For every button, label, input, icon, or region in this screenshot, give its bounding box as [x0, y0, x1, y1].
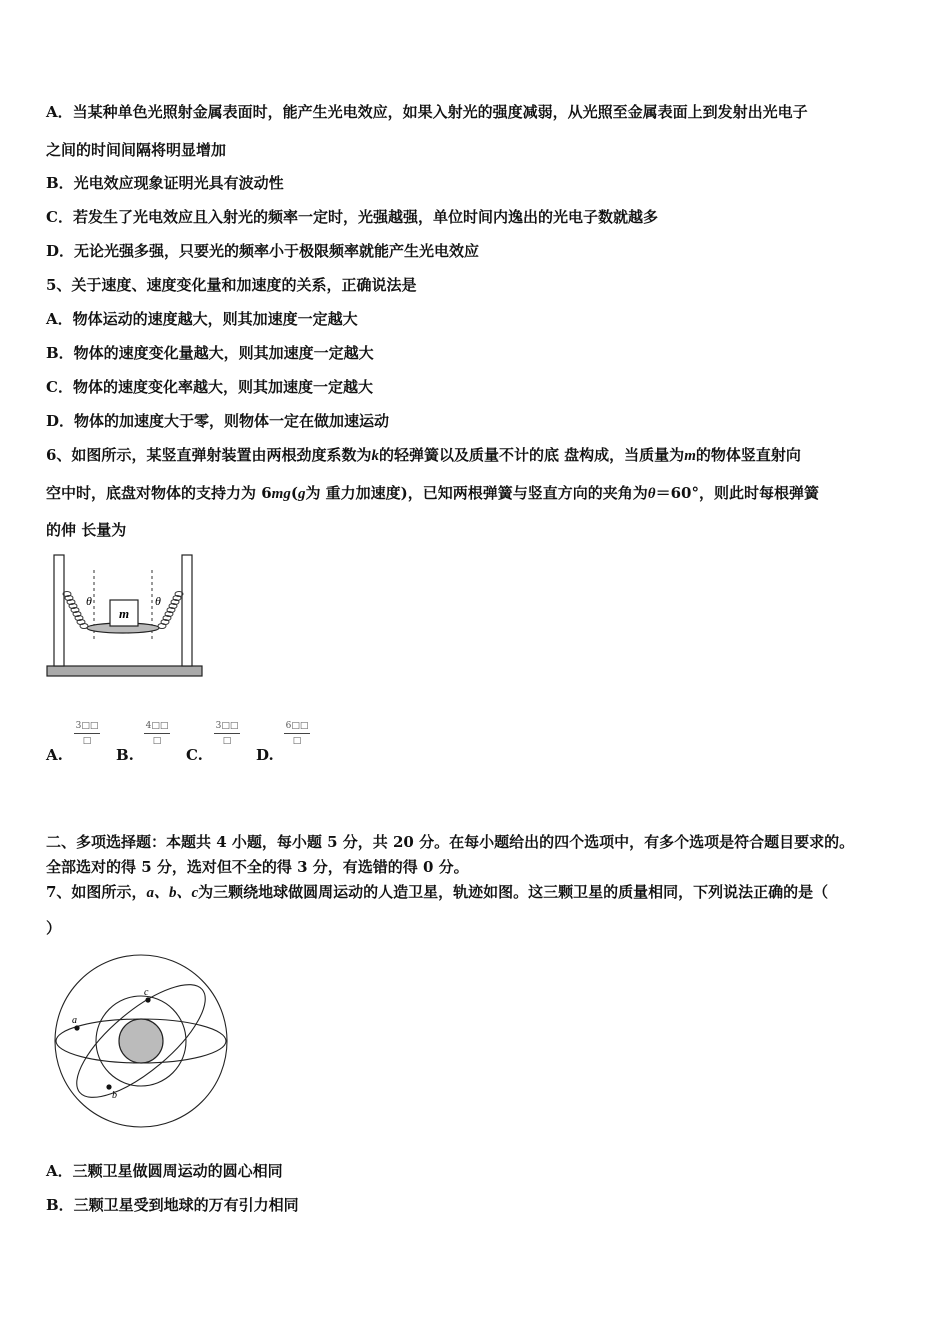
fraction: 6□□ □ — [285, 721, 309, 746]
var-k: k — [371, 448, 379, 464]
q7-stem-line2: ） — [46, 919, 62, 937]
q7-stem-line1: 7、如图所示，a、b、c为三颗绕地球做圆周运动的人造卫星，轨迹如图。这三颗卫星的质量相同，下列说法正确的是（ — [46, 883, 829, 901]
q4-option-a-line1: A．当某种单色光照射金属表面时，能产生光电效应，如果入射光的强度减弱，从光照至金属表面上到发射出光电子 — [46, 103, 808, 121]
theta-right-label: θ — [155, 594, 161, 608]
mass-label: m — [118, 606, 130, 621]
q4-option-d: D．无论光强多强，只要光的频率小于极限频率就能产生光电效应 — [46, 242, 480, 260]
q5-option-b: B．物体的速度变化量越大，则其加速度一定越大 — [46, 344, 374, 362]
base-plate — [47, 666, 202, 676]
q6-options: A. 3□□ □ B. 4□□ □ C. 3□□ □ D. 6□□ □ — [46, 721, 309, 764]
q5-option-c: C．物体的速度变化率越大，则其加速度一定越大 — [46, 378, 373, 396]
var-m: m — [684, 448, 696, 464]
satellite-a-label: a — [72, 1015, 77, 1026]
fraction: 4□□ □ — [145, 721, 169, 746]
q5-stem: 5、关于速度、速度变化量和加速度的关系，正确说法是 — [46, 276, 417, 294]
q5-option-a: A．物体运动的速度越大，则其加速度一定越大 — [46, 310, 358, 328]
right-spring — [158, 592, 183, 629]
satellite-a — [74, 1025, 79, 1030]
q4-option-c: C．若发生了光电效应且入射光的频率一定时，光强越强，单位时间内逸出的光电子数就越多 — [46, 208, 658, 226]
q6-stem-line1: 6、如图所示，某竖直弹射装置由两根劲度系数为k的轻弹簧以及质量不计的底 盘构成，当质量为m的物体竖直射向 — [46, 446, 801, 464]
satellite-b — [106, 1084, 111, 1089]
q4-option-a-line2: 之间的时间间隔将明显增加 — [46, 141, 227, 159]
section2-heading-line2: 全部选对的得 5 分，选对但不全的得 3 分，有选错的得 0 分。 — [46, 858, 469, 876]
q6-stem-line3: 的伸 长量为 — [46, 521, 127, 539]
satellite-c — [145, 997, 150, 1002]
q7-option-b: B．三颗卫星受到地球的万有引力相同 — [46, 1196, 299, 1214]
q6-stem-line2: 空中时，底盘对物体的支持力为 6mg(g为 重力加速度)，已知两根弹簧与竖直方向的夹角为θ＝60°，则此时每根弹簧 — [46, 484, 819, 502]
satellite-c-label: c — [144, 987, 149, 998]
satellite-b-label: b — [112, 1090, 117, 1101]
theta-left-label: θ — [86, 594, 92, 608]
earth — [119, 1019, 163, 1063]
fraction: 3□□ □ — [215, 721, 239, 746]
q5-option-d: D．物体的加速度大于零，则物体一定在做加速运动 — [46, 412, 390, 430]
spring-launcher-figure — [44, 550, 206, 680]
satellite-orbits-figure — [50, 950, 235, 1132]
section2-heading-line1: 二、多项选择题：本题共 4 小题，每小题 5 分，共 20 分。在每小题给出的四个选项中，有多个选项是符合题目要求的。 — [46, 833, 855, 851]
right-wall — [182, 555, 192, 666]
q4-option-b: B．光电效应现象证明光具有波动性 — [46, 174, 284, 192]
left-wall — [54, 555, 64, 666]
fraction: 3□□ □ — [75, 721, 99, 746]
q7-option-a: A．三颗卫星做圆周运动的圆心相同 — [46, 1162, 283, 1180]
left-spring — [63, 592, 88, 629]
